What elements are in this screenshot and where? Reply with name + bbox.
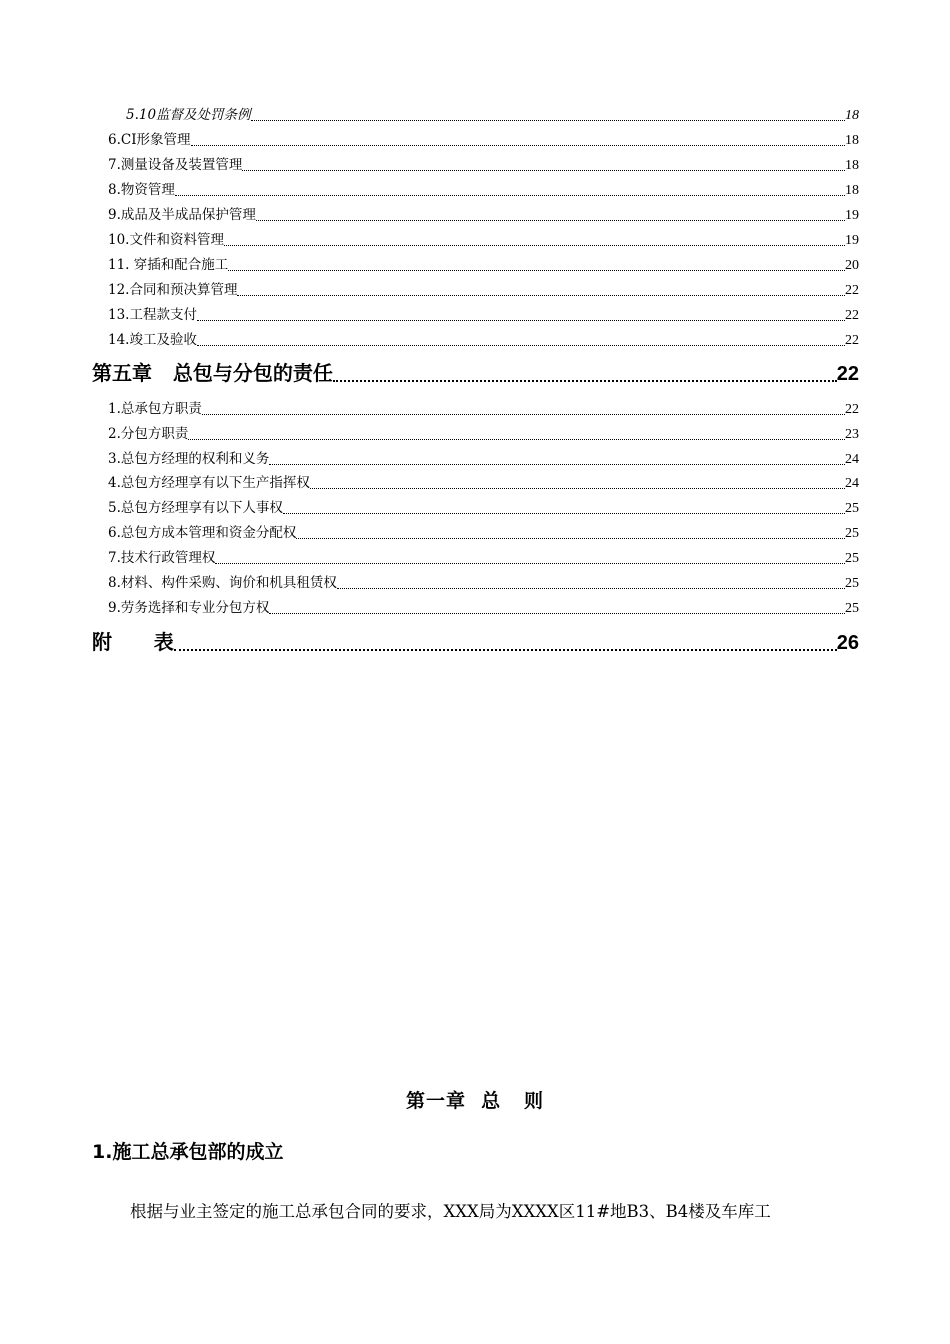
- toc-entry-page: 22: [845, 283, 859, 298]
- toc-entry-label: 3.总包方经理的权利和义务: [108, 451, 270, 467]
- toc-entry[interactable]: [108, 128, 859, 149]
- toc-entry-label: 11. 穿插和配合施工: [108, 257, 229, 273]
- toc-entry-label: 13.工程款支付: [108, 307, 197, 323]
- toc-chapter-label: 第五章 总包与分包的责任: [92, 361, 333, 385]
- toc-leader-dots: [269, 613, 845, 614]
- toc-entry-label: 10.文件和资料管理: [108, 232, 224, 248]
- toc-leader-dots: [256, 220, 845, 221]
- toc-entry-label: 9.成品及半成品保护管理: [108, 207, 256, 223]
- toc-chapter-page: 22: [836, 363, 859, 385]
- toc-entry-label: 6.CI形象管理: [108, 132, 191, 148]
- toc-entry-page: 19: [845, 208, 859, 223]
- toc-entry[interactable]: [108, 178, 859, 199]
- toc-leader-dots: [197, 320, 845, 321]
- toc-chapter-entry[interactable]: [92, 357, 859, 386]
- toc-leader-dots: [228, 270, 845, 271]
- toc-entry-page: 24: [845, 476, 859, 491]
- toc-entry[interactable]: [108, 153, 859, 174]
- body-paragraph: 根据与业主签定的施工总承包合同的要求，XXX局为XXXX区11#地B3、B4楼及车库工: [130, 1202, 771, 1221]
- toc-entry-page: 18: [845, 108, 859, 123]
- toc-entry[interactable]: [108, 253, 859, 274]
- chapter-title: 第一章 总 则: [405, 1090, 545, 1112]
- toc-entry-label: 8.物资管理: [108, 182, 175, 198]
- toc-leader-dots: [251, 120, 845, 121]
- toc-entry[interactable]: [108, 278, 859, 299]
- toc-entry[interactable]: [108, 203, 859, 224]
- toc-entry[interactable]: [108, 397, 859, 418]
- toc-leader-dots: [174, 649, 837, 651]
- toc-entry-label: 1.总承包方职责: [108, 401, 202, 417]
- toc-entry-label: 12.合同和预决算管理: [108, 282, 238, 298]
- toc-entry[interactable]: [108, 303, 859, 324]
- toc-entry[interactable]: [108, 228, 859, 249]
- toc-entry-label: 7.测量设备及装置管理: [108, 157, 243, 173]
- toc-leader-dots: [283, 513, 845, 514]
- toc-entry-page: 22: [845, 308, 859, 323]
- toc-entry-page: 20: [845, 258, 859, 273]
- toc-entry-page: 25: [845, 526, 859, 541]
- toc-leader-dots: [269, 464, 845, 465]
- toc-leader-dots: [333, 380, 837, 382]
- toc-entry-label: 7.技术行政管理权: [108, 550, 216, 566]
- toc-leader-dots: [197, 345, 845, 346]
- toc-leader-dots: [237, 295, 845, 296]
- toc-entry-page: 25: [845, 601, 859, 616]
- toc-entry[interactable]: [108, 422, 859, 443]
- toc-entry[interactable]: [108, 496, 859, 517]
- toc-entry-page: 25: [845, 551, 859, 566]
- toc-entry-page: 18: [845, 133, 859, 148]
- toc-entry-page: 24: [845, 452, 859, 467]
- toc-entry[interactable]: [108, 521, 859, 542]
- toc-entry-label: 2.分包方职责: [108, 426, 189, 442]
- toc-chapter-entry[interactable]: [92, 626, 859, 655]
- toc-leader-dots: [175, 195, 845, 196]
- toc-entry[interactable]: [108, 471, 859, 492]
- toc-leader-dots: [242, 170, 845, 171]
- toc-entry-page: 22: [845, 402, 859, 417]
- toc-entry-page: 25: [845, 576, 859, 591]
- toc-entry-page: 22: [845, 333, 859, 348]
- toc-entry-page: 18: [845, 158, 859, 173]
- toc-entry-label: 8.材料、构件采购、询价和机具租赁权: [108, 575, 337, 591]
- toc-entry-label: 4.总包方经理享有以下生产指挥权: [108, 475, 310, 491]
- toc-entry-label: 14.竣工及验收: [108, 332, 197, 348]
- toc-entry[interactable]: [126, 103, 859, 124]
- toc-leader-dots: [191, 145, 845, 146]
- toc-entry[interactable]: [108, 447, 859, 468]
- toc-entry-page: 23: [845, 427, 859, 442]
- toc-chapter-page: 26: [836, 632, 859, 654]
- toc-entry[interactable]: [108, 571, 859, 592]
- toc-entry-label: 9.劳务选择和专业分包方权: [108, 600, 270, 616]
- toc-leader-dots: [224, 245, 845, 246]
- toc-entry-label: 6.总包方成本管理和资金分配权: [108, 525, 297, 541]
- toc-leader-dots: [215, 563, 845, 564]
- toc-entry-page: 19: [845, 233, 859, 248]
- toc-entry[interactable]: [108, 596, 859, 617]
- toc-leader-dots: [296, 538, 845, 539]
- toc-entry[interactable]: [108, 328, 859, 349]
- toc-leader-dots: [202, 414, 845, 415]
- toc-leader-dots: [310, 488, 845, 489]
- toc-entry-page: 18: [845, 183, 859, 198]
- toc-entry[interactable]: [108, 546, 859, 567]
- toc-leader-dots: [337, 588, 845, 589]
- toc-entry-label: 5.总包方经理享有以下人事权: [108, 500, 283, 516]
- section-heading: 1.施工总承包部的成立: [92, 1141, 284, 1163]
- toc-leader-dots: [188, 439, 845, 440]
- toc-entry-page: 25: [845, 501, 859, 516]
- toc-chapter-label: 附 表: [92, 630, 174, 654]
- toc-entry-label: 5.10监督及处罚条例: [126, 107, 251, 123]
